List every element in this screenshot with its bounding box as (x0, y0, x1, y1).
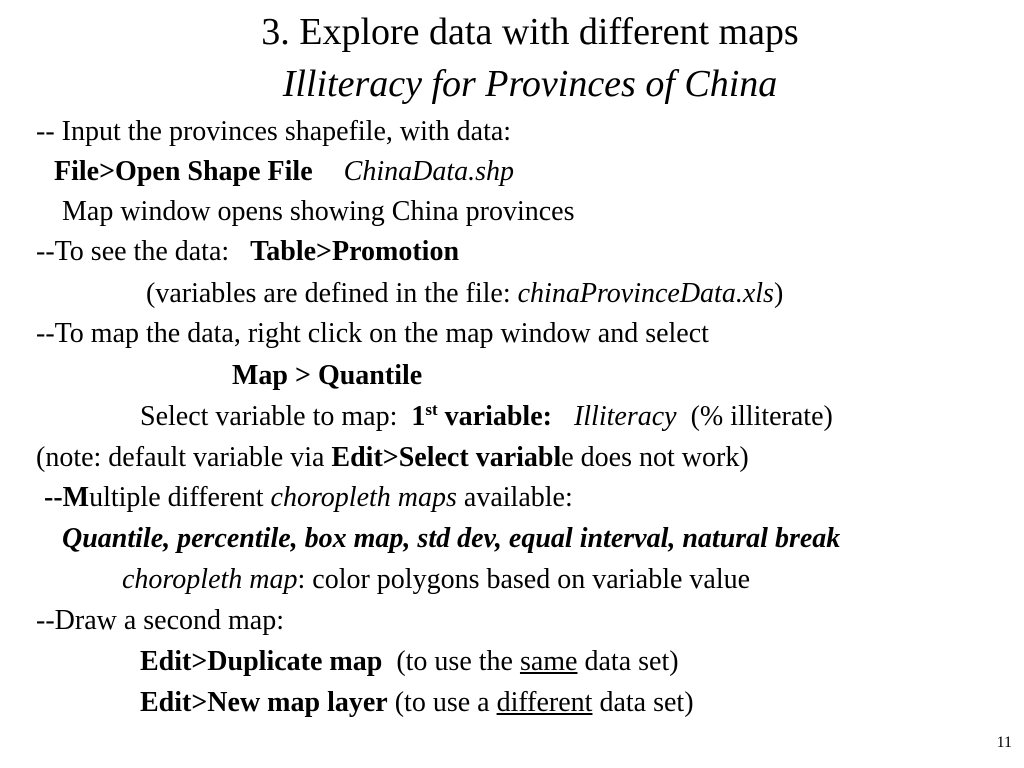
text-run: Map window opens showing China provinces (62, 196, 575, 227)
filename-text: chinaProvinceData.xls (517, 278, 774, 309)
menu-path-text: Edit>Duplicate map (140, 646, 383, 677)
body-line-14 (140, 646, 679, 678)
slide-subtitle: Illiteracy for Provinces of China (282, 63, 778, 105)
text-run: ) (773, 278, 784, 309)
text-run: (note: default variable via (36, 442, 332, 473)
body-line-13 (36, 605, 284, 637)
body-line-3 (62, 196, 575, 228)
menu-path-text: Edit>New map layer (140, 687, 388, 718)
menu-path-text: Edit>Select variabl (331, 442, 562, 473)
text-run: ultiple different (89, 482, 271, 513)
slide-title: 3. Explore data with different maps (261, 11, 799, 53)
text-run: --Draw a second map: (36, 605, 285, 636)
text-run: --To map the data, right click on the map window and select (36, 318, 709, 349)
text-run: 1 (411, 401, 426, 432)
body-line-10 (44, 482, 573, 514)
body-line-9 (36, 442, 749, 474)
text-run: Select variable to map: (140, 401, 412, 432)
text-run: : color polygons based on variable value (297, 564, 751, 595)
page-number: 11 (996, 734, 1012, 751)
text-run: choropleth map (122, 564, 298, 595)
text-run: data set) (577, 646, 679, 677)
body-line-6 (36, 318, 709, 350)
variable-name-text: Illiteracy (573, 401, 677, 432)
text-run: variable: (437, 401, 552, 432)
text-run: (% illiterate) (676, 401, 833, 432)
body-line-5 (146, 278, 783, 310)
body-line-8 (140, 401, 833, 433)
text-run: e does not work) (561, 442, 749, 473)
body-line-15 (140, 687, 694, 719)
text-run: choropleth maps (270, 482, 457, 513)
body-line-1 (36, 116, 511, 148)
text-run: (to use a (387, 687, 497, 718)
text-run: --To see the data: (36, 236, 251, 267)
text-run: -- Input the provinces shapefile, with data: (36, 116, 512, 147)
text-run: (to use the (382, 646, 520, 677)
superscript-text: st (425, 400, 438, 419)
map-types-text: Quantile, percentile, box map, std dev, equal interval, natural break (62, 523, 841, 554)
body-line-11 (62, 523, 840, 555)
underlined-text: different (496, 687, 593, 718)
body-line-2 (54, 156, 514, 188)
body-line-7 (232, 360, 422, 392)
text-run: data set) (592, 687, 694, 718)
menu-path-text: Table>Promotion (250, 236, 460, 267)
text-run: --M (44, 482, 90, 513)
underlined-text: same (519, 646, 578, 677)
text-run: (variables are defined in the file: (146, 278, 518, 309)
menu-path-text: Map > Quantile (232, 360, 423, 391)
body-line-12 (122, 564, 750, 596)
filename-text: ChinaData.shp (343, 156, 514, 187)
body-line-4 (36, 236, 459, 268)
text-run: available: (456, 482, 573, 513)
menu-path-text: File>Open Shape File (54, 156, 313, 187)
